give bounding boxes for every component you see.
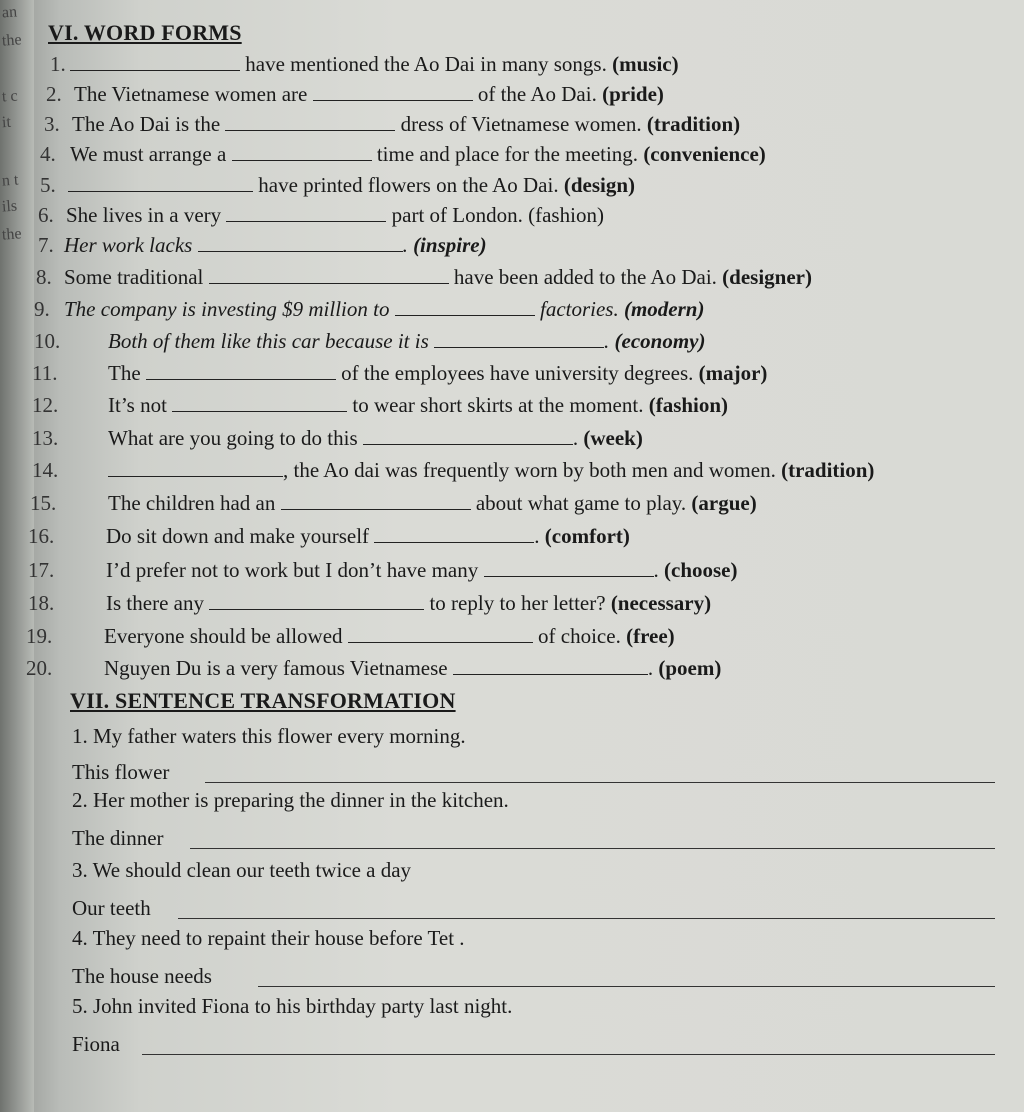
answer-line[interactable] (142, 1054, 995, 1055)
text-after-blank: . (647, 656, 654, 680)
item-number: 4. (40, 142, 56, 166)
item-number: 18. (28, 591, 55, 615)
word-hint: (pride) (602, 82, 664, 106)
item-text (64, 233, 487, 258)
text-before-blank: The (108, 361, 146, 385)
word-hint: (convenience) (643, 142, 766, 166)
answer-blank[interactable] (198, 233, 403, 252)
item-number: 14. (32, 458, 59, 482)
item-text (108, 329, 706, 354)
margin-bleed-text: the (1, 225, 23, 244)
transformation-start-words: This flower (72, 760, 170, 784)
transformation-sentence: 3. We should clean our teeth twice a day (72, 858, 412, 882)
transformation-sentence: 4. They need to repaint their house before Tet . (72, 926, 465, 950)
text-after-blank: . (402, 233, 408, 257)
item-text (104, 624, 675, 649)
item-text (106, 558, 738, 583)
answer-blank[interactable] (209, 591, 424, 610)
text-after-blank: to wear short skirts at the moment. (347, 393, 644, 417)
text-before-blank: What are you going to do this (108, 426, 363, 450)
item-text (74, 82, 664, 107)
word-hint: (music) (612, 52, 679, 76)
text-after-blank: . (534, 524, 540, 548)
text-after-blank: . (572, 426, 579, 450)
word-hint: (argue) (691, 491, 757, 515)
item-text (108, 491, 757, 516)
answer-line[interactable] (258, 986, 995, 987)
item-text (108, 426, 643, 451)
word-hint: (choose) (664, 558, 738, 582)
answer-blank[interactable] (108, 458, 283, 477)
text-after-blank: of choice. (532, 624, 621, 648)
item-number: 5. (40, 173, 56, 197)
item-number: 13. (32, 426, 59, 450)
word-hint: (tradition) (781, 458, 875, 482)
word-hint: (necessary) (610, 591, 712, 615)
item-number: 8. (36, 265, 52, 289)
margin-bleed-text: ils (1, 197, 18, 216)
item-number: 19. (26, 624, 53, 648)
answer-blank[interactable] (70, 52, 240, 71)
text-before-blank: It’s not (108, 393, 173, 417)
item-number: 10. (34, 329, 61, 353)
item-number: 15. (30, 491, 57, 515)
text-after-blank: part of London. (386, 203, 523, 227)
item-text (64, 265, 812, 290)
text-before-blank: Is there any (106, 591, 210, 615)
item-number: 16. (28, 524, 55, 548)
answer-blank[interactable] (68, 173, 253, 192)
text-after-blank: dress of Vietnamese women. (395, 112, 642, 136)
text-after-blank: about what game to play. (470, 491, 687, 515)
item-text (108, 361, 767, 386)
word-hint: (comfort) (544, 524, 630, 548)
item-text (70, 142, 766, 167)
margin-bleed-text: n t (1, 171, 19, 190)
item-text (104, 656, 721, 681)
text-before-blank: Some traditional (64, 265, 209, 289)
text-before-blank: Nguyen Du is a very famous Vietnamese (104, 656, 453, 680)
item-number: 12. (32, 393, 59, 417)
word-hint: (fashion) (648, 393, 729, 417)
item-number: 11. (32, 361, 58, 385)
answer-blank[interactable] (313, 82, 473, 101)
text-before-blank: Her work lacks (64, 233, 198, 257)
section-title-word-forms: VI. WORD FORMS (48, 20, 242, 45)
text-after-blank: time and place for the meeting. (371, 142, 639, 166)
text-before-blank: I’d prefer not to work but I don’t have many (106, 558, 484, 582)
text-before-blank: Both of them like this car because it is (108, 329, 435, 353)
section-title-sentence-transformation: VII. SENTENCE TRANSFORMATION (70, 688, 456, 713)
item-number: 1. (50, 52, 66, 76)
text-after-blank: of the employees have university degrees. (335, 361, 694, 385)
item-text (70, 52, 679, 77)
margin-bleed-text: the (1, 31, 23, 50)
word-hint: (free) (626, 624, 675, 648)
text-before-blank: Do sit down and make yourself (106, 524, 375, 548)
transformation-start-words: Our teeth (72, 896, 151, 920)
item-text (66, 203, 604, 228)
word-hint: (tradition) (646, 112, 741, 136)
word-hint: (week) (583, 426, 643, 450)
margin-bleed-text: t c (1, 87, 19, 106)
answer-blank[interactable] (348, 624, 533, 643)
answer-line[interactable] (178, 918, 995, 919)
item-text (106, 524, 630, 549)
item-text (68, 173, 635, 198)
item-number: 3. (44, 112, 60, 136)
word-hint: (major) (698, 361, 768, 385)
book-binding-shadow (0, 0, 34, 1112)
answer-blank[interactable] (226, 203, 386, 222)
answer-blank[interactable] (434, 329, 604, 348)
answer-blank[interactable] (209, 265, 449, 284)
item-text (108, 393, 728, 418)
transformation-sentence: 5. John invited Fiona to his birthday party last night. (72, 994, 513, 1018)
answer-blank[interactable] (225, 112, 395, 131)
text-before-blank: Everyone should be allowed (104, 624, 348, 648)
item-text (72, 112, 740, 137)
text-after-blank: , the Ao dai was frequently worn by both men and women. (283, 458, 776, 482)
margin-bleed-text: an (1, 3, 18, 22)
word-hint: (economy) (614, 329, 706, 353)
transformation-start-words: The house needs (72, 964, 212, 988)
answer-blank[interactable] (395, 297, 535, 316)
item-text (64, 297, 704, 322)
word-hint: (poem) (658, 656, 722, 680)
text-after-blank: . (653, 558, 659, 582)
transformation-start-words: Fiona (72, 1032, 120, 1056)
answer-blank[interactable] (374, 524, 534, 543)
item-number: 7. (38, 233, 54, 257)
answer-blank[interactable] (172, 393, 347, 412)
word-hint: (modern) (623, 297, 705, 321)
item-number: 20. (26, 656, 53, 680)
item-number: 6. (38, 203, 54, 227)
answer-line[interactable] (205, 782, 995, 783)
answer-blank[interactable] (146, 361, 336, 380)
item-text (108, 458, 874, 483)
answer-line[interactable] (190, 848, 995, 849)
word-hint: (designer) (722, 265, 812, 289)
text-after-blank: have mentioned the Ao Dai in many songs. (240, 52, 607, 76)
text-after-blank: to reply to her letter? (424, 591, 606, 615)
text-after-blank: of the Ao Dai. (472, 82, 597, 106)
text-before-blank: The Ao Dai is the (72, 112, 226, 136)
text-before-blank: The children had an (108, 491, 281, 515)
answer-blank[interactable] (232, 142, 372, 161)
answer-blank[interactable] (281, 491, 471, 510)
word-hint: (fashion) (528, 203, 604, 227)
answer-blank[interactable] (453, 656, 648, 675)
word-hint: (design) (563, 173, 636, 197)
answer-blank[interactable] (363, 426, 573, 445)
transformation-start-words: The dinner (72, 826, 164, 850)
text-after-blank: factories. (534, 297, 619, 321)
item-text (106, 591, 711, 616)
text-after-blank: have been added to the Ao Dai. (448, 265, 717, 289)
text-before-blank: We must arrange a (70, 142, 232, 166)
text-after-blank: have printed flowers on the Ao Dai. (253, 173, 559, 197)
text-before-blank: The Vietnamese women are (74, 82, 313, 106)
word-hint: (inspire) (413, 233, 487, 257)
transformation-sentence: 1. My father waters this flower every morning. (72, 724, 466, 748)
text-after-blank: . (604, 329, 610, 353)
text-before-blank: The company is investing $9 million to (64, 297, 395, 321)
margin-bleed-text: it (1, 113, 12, 132)
answer-blank[interactable] (484, 558, 654, 577)
item-number: 9. (34, 297, 50, 321)
item-number: 17. (28, 558, 55, 582)
text-before-blank: She lives in a very (66, 203, 227, 227)
item-number: 2. (46, 82, 62, 106)
transformation-sentence: 2. Her mother is preparing the dinner in the kitchen. (72, 788, 509, 812)
